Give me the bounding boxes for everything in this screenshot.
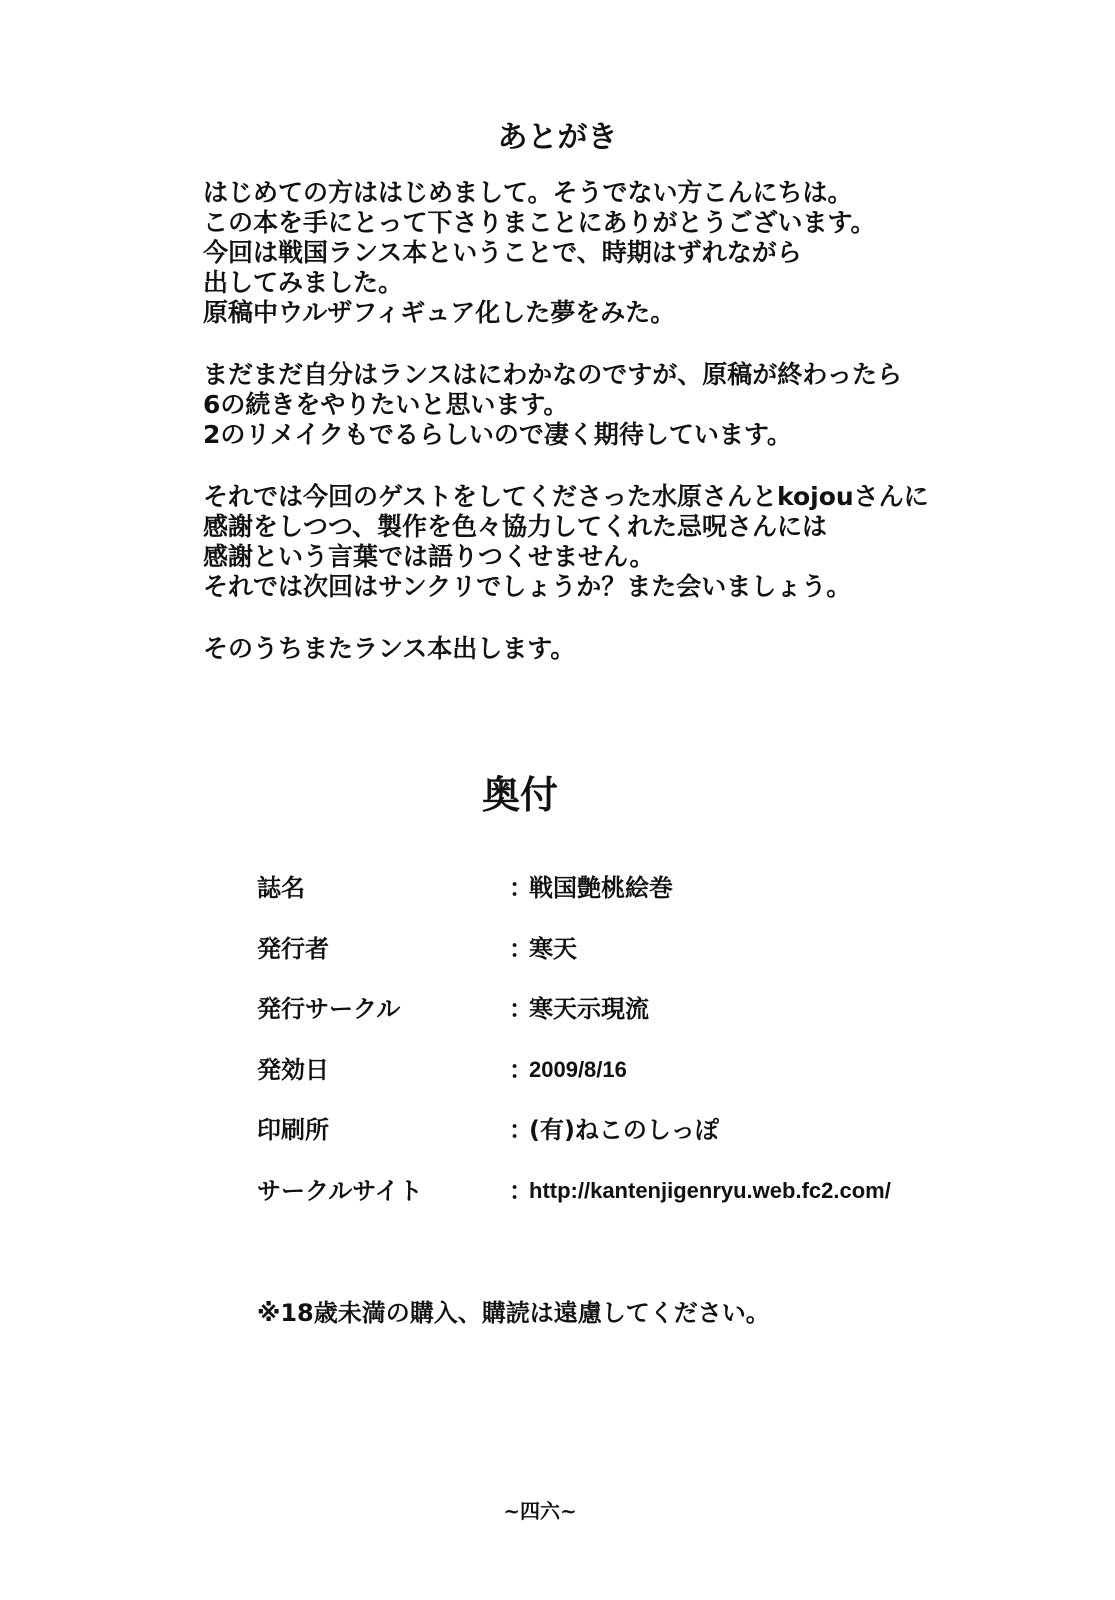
afterword-line: この本を手にとって下さりまことにありがとうございます。 (203, 208, 876, 237)
colophon-separator: ： (509, 995, 533, 1023)
afterword-body (203, 178, 1083, 664)
colophon-value: (有)ねこのしっぽ (529, 1116, 719, 1144)
colophon-row-circle (257, 991, 1037, 1052)
afterword-line: 感謝という言葉では語りつくせません。 (203, 542, 655, 571)
colophon-row-site (257, 1173, 1037, 1234)
afterword-line: そのうちまたランス本出します。 (203, 634, 576, 663)
colophon-value: 2009/8/16 (529, 1056, 627, 1082)
paragraph-gap (203, 328, 1083, 360)
colophon-label: 印刷所 (257, 1116, 329, 1144)
afterword-paragraph (203, 178, 1083, 328)
afterword-paragraph (203, 482, 1083, 602)
afterword-line: 感謝をしつつ、製作を色々協力してくれた忌呪さんには (203, 512, 828, 541)
colophon-label: 発行サークル (257, 995, 401, 1023)
colophon-value: 戦国艶桃絵巻 (529, 874, 673, 902)
colophon-separator: ： (509, 1176, 533, 1205)
afterword-title: あとがき (497, 120, 618, 155)
age-notice: ※18歳未満の購入、購読は遠慮してください。 (257, 1299, 770, 1327)
colophon-value: 寒天示現流 (529, 995, 649, 1023)
colophon-label: 発行者 (257, 934, 329, 963)
colophon-separator: ： (509, 874, 533, 902)
page-number: ~四六~ (503, 1499, 577, 1523)
colophon-separator: ： (509, 1055, 533, 1084)
afterword-line: 2のリメイクもでるらしいので凄く期待しています。 (203, 420, 792, 449)
afterword-paragraph (203, 634, 1083, 664)
afterword-line: それでは今回のゲストをしてくださった水原さんとkojouさんに (203, 482, 929, 511)
afterword-line: はじめての方ははじめまして。そうでない方こんにちは。 (203, 178, 853, 207)
afterword-paragraph (203, 360, 1083, 450)
colophon-title: 奥付 (481, 773, 558, 817)
paragraph-gap (203, 450, 1083, 482)
colophon-row-title (257, 870, 1037, 931)
afterword-line: 原稿中ウルザフィギュア化した夢をみた。 (203, 298, 676, 327)
colophon-table (257, 870, 1037, 1233)
colophon-separator: ： (509, 934, 533, 963)
colophon-row-date (257, 1052, 1037, 1113)
colophon-value: 寒天 (529, 934, 577, 963)
colophon-label: 発効日 (257, 1055, 329, 1084)
afterword-line: 今回は戦国ランス本ということで、時期はずれながら (203, 238, 802, 267)
afterword-line: まだまだ自分はランスはにわかなのですが、原稿が終わったら (203, 360, 903, 389)
paragraph-gap (203, 602, 1083, 634)
afterword-line: それでは次回はサンクリでしょうか？また会いましょう。 (203, 572, 852, 601)
colophon-row-printer (257, 1112, 1037, 1173)
colophon-label: サークルサイト (257, 1176, 423, 1205)
afterword-line: 6の続きをやりたいと思います。 (203, 390, 569, 419)
colophon-separator: ： (509, 1116, 533, 1144)
colophon-label: 誌名 (257, 874, 305, 902)
circle-site-url: http://kantenjigenryu.web.fc2.com/ (529, 1177, 891, 1203)
colophon-row-publisher (257, 931, 1037, 992)
afterword-line: 出してみました。 (203, 268, 404, 297)
